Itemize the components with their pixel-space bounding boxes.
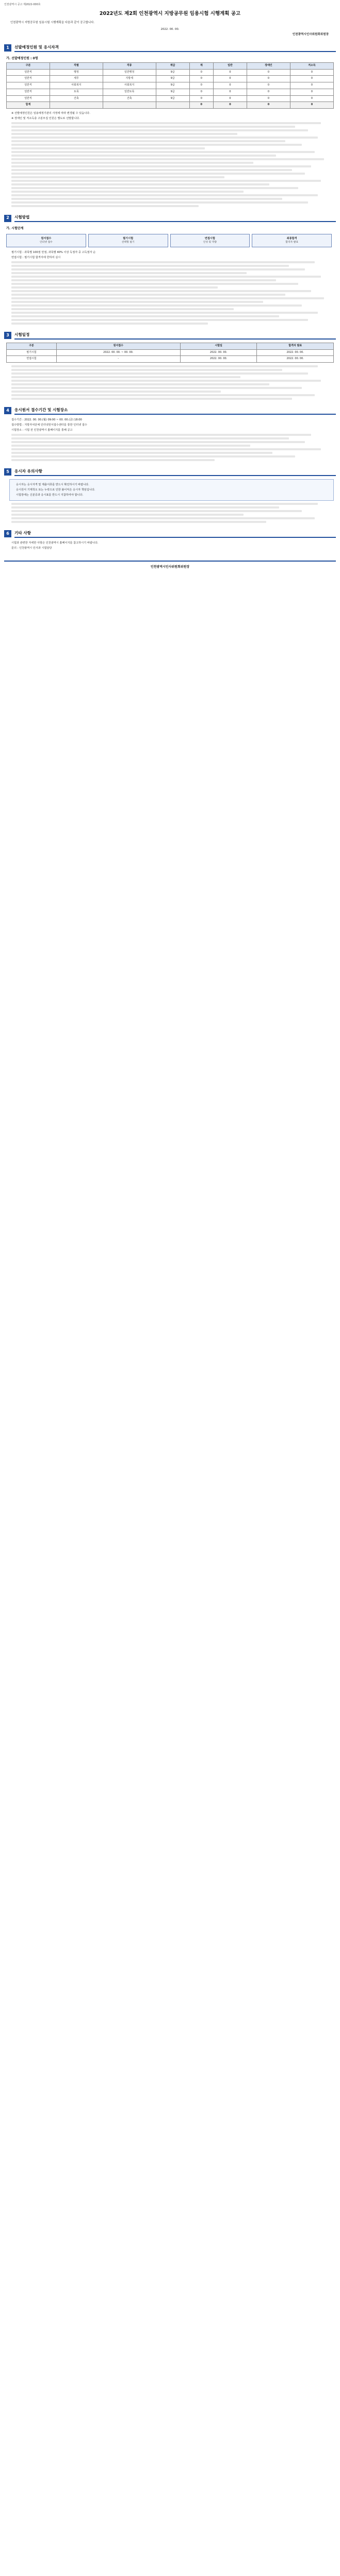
table-header: 구분 [7,343,57,349]
table-row [7,69,334,76]
table-cell: 0 [290,82,333,89]
table-row [7,356,334,363]
table-cell: 0 [189,89,213,95]
table-cell: 9급 [156,69,189,76]
table-cell: - [56,356,180,363]
table-cell: 일반직 [7,69,50,76]
table-cell: 0 [247,95,290,102]
table-header: 직류 [103,62,156,69]
section-banner [4,332,336,340]
table-cell: 9급 [156,95,189,102]
table-row [7,349,334,356]
table-cell [156,102,189,109]
step-desc: 인성 및 역량 [203,241,217,244]
table-row [7,89,334,95]
section-banner [4,214,336,222]
table-header: 합격자 발표 [257,343,334,349]
section-title: 응시자 유의사항 [14,468,336,476]
announcement-date: 2022. 00. 00. [160,27,180,31]
table-cell: 일반행정 [103,69,156,76]
table-cell: 0 [247,89,290,95]
process-step [6,234,86,247]
table-cell: 0 [213,76,247,82]
table-header: 저소득 [290,62,333,69]
table-cell: 0 [189,95,213,102]
table-cell: 2022. 00. 00. ~ 00. 00. [56,349,180,356]
section-title: 시험방법 [14,214,336,222]
process-step [252,234,332,247]
list-item: 시험과 관련한 자세한 사항은 인천광역시 홈페이지를 참고하시기 바랍니다. [11,541,99,545]
table-cell: 0 [290,76,333,82]
text-placeholder [11,261,334,325]
lead-text: 인천광역시 지방공무원 임용시험 시행계획을 다음과 같이 공고합니다. [10,21,95,25]
section-number: 2 [4,215,11,222]
notice-number: 인천광역시 공고 제2022-000호 [4,3,41,6]
text-placeholder [11,122,334,207]
table-cell: 0 [290,69,333,76]
table-cell: 9급 [156,76,189,82]
table-header: 원서접수 [56,343,180,349]
table-total-row [7,102,334,109]
table-cell: 일반직 [7,89,50,95]
section-banner [4,407,336,415]
table-header: 장애인 [247,62,290,69]
schedule-table [6,343,334,363]
section-title: 시험일정 [14,332,336,340]
step-desc: 인터넷 접수 [40,241,53,244]
table-cell [50,102,103,109]
text-placeholder [11,434,334,461]
table-cell: 0 [189,102,213,109]
process-steps [6,234,334,247]
page-title: 2022년도 제2회 인천광역시 지방공무원 임용시험 시행계획 공고 [99,10,241,16]
section-number: 6 [4,530,11,537]
section-banner [4,468,336,476]
table-cell: 0 [247,76,290,82]
table-header: 직렬 [50,62,103,69]
section-title: 선발예정인원 및 응시자격 [14,44,336,52]
table-cell [103,102,156,109]
process-step [88,234,168,247]
title-block [4,10,336,18]
table-row [7,76,334,82]
table-cell: 사회복지 [103,82,156,89]
table-cell: 0 [290,89,333,95]
text-placeholder [11,365,334,400]
list-item: ※ 선발예정인원은 임용예정기관의 사정에 따라 변경될 수 있습니다. [11,112,90,115]
page-footer: 인천광역시인사위원회위원장 [4,561,336,569]
list-item: 응시원서 기재착오 또는 누락으로 인한 불이익은 응시자 책임입니다. [16,488,95,492]
table-row [7,95,334,102]
list-item: 접수방법 : 지방자치단체 인터넷원서접수센터를 통한 인터넷 접수 [11,423,87,427]
list-item: ※ 장애인 및 저소득층 구분모집 인원은 별도로 선발합니다. [11,117,80,121]
recruitment-table [6,62,334,109]
step-name: 필기시험 [123,237,134,241]
table-cell: 2022. 00. 00. [257,356,334,363]
step-name: 면접시험 [204,237,215,241]
table-header: 계급 [156,62,189,69]
table-cell: 세무 [50,76,103,82]
table-cell: 면접시험 [7,356,57,363]
table-cell: 합계 [7,102,50,109]
text-placeholder [11,503,334,523]
table-cell: 0 [189,69,213,76]
table-header: 계 [189,62,213,69]
table-cell: 9급 [156,89,189,95]
table-header: 구분 [7,62,50,69]
table-cell: 0 [247,69,290,76]
section-title: 응시원서 접수기간 및 시험장소 [14,407,336,415]
list-item: 면접시험 : 필기시험 합격자에 한하여 실시 [11,256,61,259]
section-number: 4 [4,407,11,414]
table-cell: 0 [213,69,247,76]
table-header: 시험일 [180,343,257,349]
table-cell: 0 [213,95,247,102]
table-cell: 토목 [50,89,103,95]
table-cell: 0 [213,82,247,89]
step-desc: 합격자 발표 [285,241,298,244]
list-item: 응시자는 응시자격 및 제출서류를 반드시 확인하시기 바랍니다. [16,483,89,486]
section-number: 1 [4,44,11,52]
step-name: 원서접수 [41,237,52,241]
table-cell: 지방세 [103,76,156,82]
table-cell: 0 [247,82,290,89]
issuing-organization: 인천광역시인사위원회위원장 [292,33,329,37]
table-row [7,82,334,89]
table-cell: 0 [213,102,247,109]
table-cell: 0 [213,89,247,95]
table-cell: 2022. 00. 00. [257,349,334,356]
table-cell: 0 [189,82,213,89]
section-number: 3 [4,332,11,339]
table-cell: 일반직 [7,95,50,102]
list-item: 접수기간 : 2022. 00. 00.(월) 09:00 ~ 00. 00.(금) 18:00 [11,418,82,421]
subsection-title: 가. 선발예정인원 : 0명 [6,56,38,60]
subsection-title: 가. 시험단계 [6,227,24,231]
table-cell: 9급 [156,82,189,89]
table-header: 일반 [213,62,247,69]
notice-box [9,479,334,501]
process-step [170,234,250,247]
table-cell: 0 [290,102,333,109]
announcement-page [0,0,340,569]
table-cell: 행정 [50,69,103,76]
table-cell: 필기시험 [7,349,57,356]
step-name: 최종합격 [286,237,297,241]
table-cell: 일반직 [7,76,50,82]
section-banner [4,44,336,52]
table-cell: 0 [247,102,290,109]
section-banner [4,530,336,538]
table-cell: 0 [290,95,333,102]
table-cell: 2022. 00. 00. [180,356,257,363]
table-cell: 사회복지 [50,82,103,89]
list-item: 시험장소 : 시험 전 인천광역시 홈페이지를 통해 공고 [11,428,73,432]
table-cell: 건축 [103,95,156,102]
list-item: 시험장에는 신분증과 응시표를 반드시 지참하여야 합니다. [16,493,84,497]
list-item: 문의 : 인천광역시 인사과 시험담당 [11,546,52,550]
table-cell: 일반토목 [103,89,156,95]
section-title: 기타 사항 [14,530,336,538]
table-cell: 0 [189,76,213,82]
step-desc: 선택형 필기 [121,241,135,244]
table-cell: 건축 [50,95,103,102]
section-number: 5 [4,468,11,476]
table-cell: 2022. 00. 00. [180,349,257,356]
table-cell: 일반직 [7,82,50,89]
list-item: 필기시험 : 과목별 100점 만점, 과목별 40% 이상 득점자 중 고득점자 순 [11,250,96,254]
